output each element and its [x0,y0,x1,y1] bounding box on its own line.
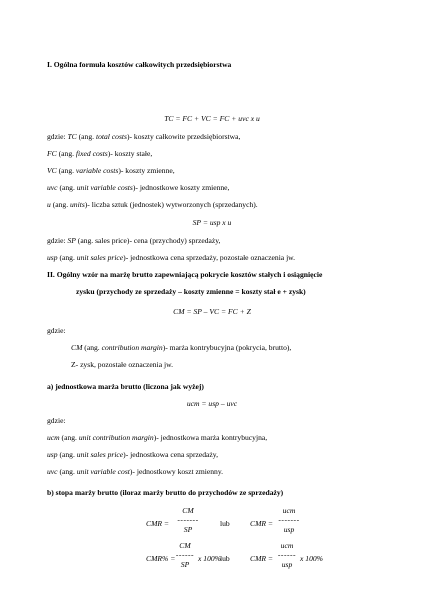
definition-u: u (ang. units)- liczba sztuk (jednostek) wytworzonych (sprzedanych). [47,200,258,209]
section1-heading: I. Ogólna formuła kosztów całkowitych przedsiębiorstwa [47,60,232,69]
definition-vc: VC (ang. variable costs)- koszty zmienne, [47,166,175,175]
fraction-bar: ------- [278,515,300,525]
formula-sales-price: SP = usp x u [192,218,232,227]
fraction-numerator: ucm [282,506,296,515]
definition-uvc: uvc (ang. unit variable cost)- jednostkowy koszt zmienny. [47,467,224,476]
or-word: lub [220,554,230,563]
section2-heading-line1: II. Ogólny wzór na marżę brutto zapewniającą pokrycie kosztów stałych i osiągnięcie [47,270,323,279]
sectionA-heading: a) jednostkowa marża brutto (liczona jak wyżej) [47,382,204,391]
cmr-label-right-2: CMR = [250,554,274,563]
fraction-denominator: SP [183,524,193,534]
where-label: gdzie: [47,416,66,425]
definition-cm: CM (ang. contribution margin)- marża kontrybucyjna (pokrycia, brutto), [71,343,292,352]
fraction-ucm-over-usp-percent [274,541,300,569]
formula-unit-margin: ucm = usp – uvc [186,399,238,408]
fraction-numerator: CM [182,506,194,515]
definition-sp: gdzie: SP (ang. sales price)- cena (przychody) sprzedaży, [47,236,221,245]
definition-fc: FC (ang. fixed costs)- koszty stałe, [47,149,153,158]
sectionB-heading: b) stopa marży brutto (iloraz marży brutto do przychodów ze sprzedaży) [47,488,284,497]
definition-usp: usp (ang. unit sales price)- jednostkowa cena sprzedaży, [47,450,218,459]
or-word: lub [220,519,230,528]
fraction-numerator: CM [179,541,191,550]
percent-multiplier-right: x 100% [300,554,323,563]
definition-ucm: ucm (ang. unit contribution margin)- jednostkowa marża kontrybucyjna, [47,433,268,442]
cmr-label-left: CMR = [146,519,170,528]
fraction-bar: ------- [177,515,199,525]
fraction-bar: ------ [277,550,297,560]
fraction-cm-over-sp [170,506,206,534]
percent-multiplier-left: x 100% [198,554,221,563]
cmr-percent-label: CMR% = [146,554,176,563]
fraction-denominator: SP [180,559,190,569]
fraction-bar: ------ [175,550,195,560]
fraction-denominator: usp [283,524,295,534]
fraction-cm-over-sp-percent [172,541,198,569]
fraction-ucm-over-usp [274,506,304,534]
formula-total-costs: TC = FC + VC = FC + uvc x u [164,114,260,123]
fraction-denominator: usp [281,559,293,569]
formula-contribution-margin: CM = SP – VC = FC + Z [173,307,251,316]
where-label: gdzie: [47,326,66,335]
definition-tc: gdzie: TC (ang. total costs)- koszty całkowite przedsiębiorstwa, [47,132,241,141]
section2-heading-line2: zysku (przychody ze sprzedaży – koszty zmienne = koszty stał e + zysk) [76,287,306,296]
definition-usp: usp (ang. unit sales price)- jednostkowa cena sprzedaży, pozostałe oznaczenia jw. [47,253,296,262]
definition-z: Z- zysk, pozostałe oznaczenia jw. [71,360,173,369]
fraction-numerator: ucm [280,541,294,550]
definition-uvc: uvc (ang. unit variable costs)- jednostkowe koszty zmienne, [47,183,230,192]
cmr-label-right: CMR = [250,519,274,528]
